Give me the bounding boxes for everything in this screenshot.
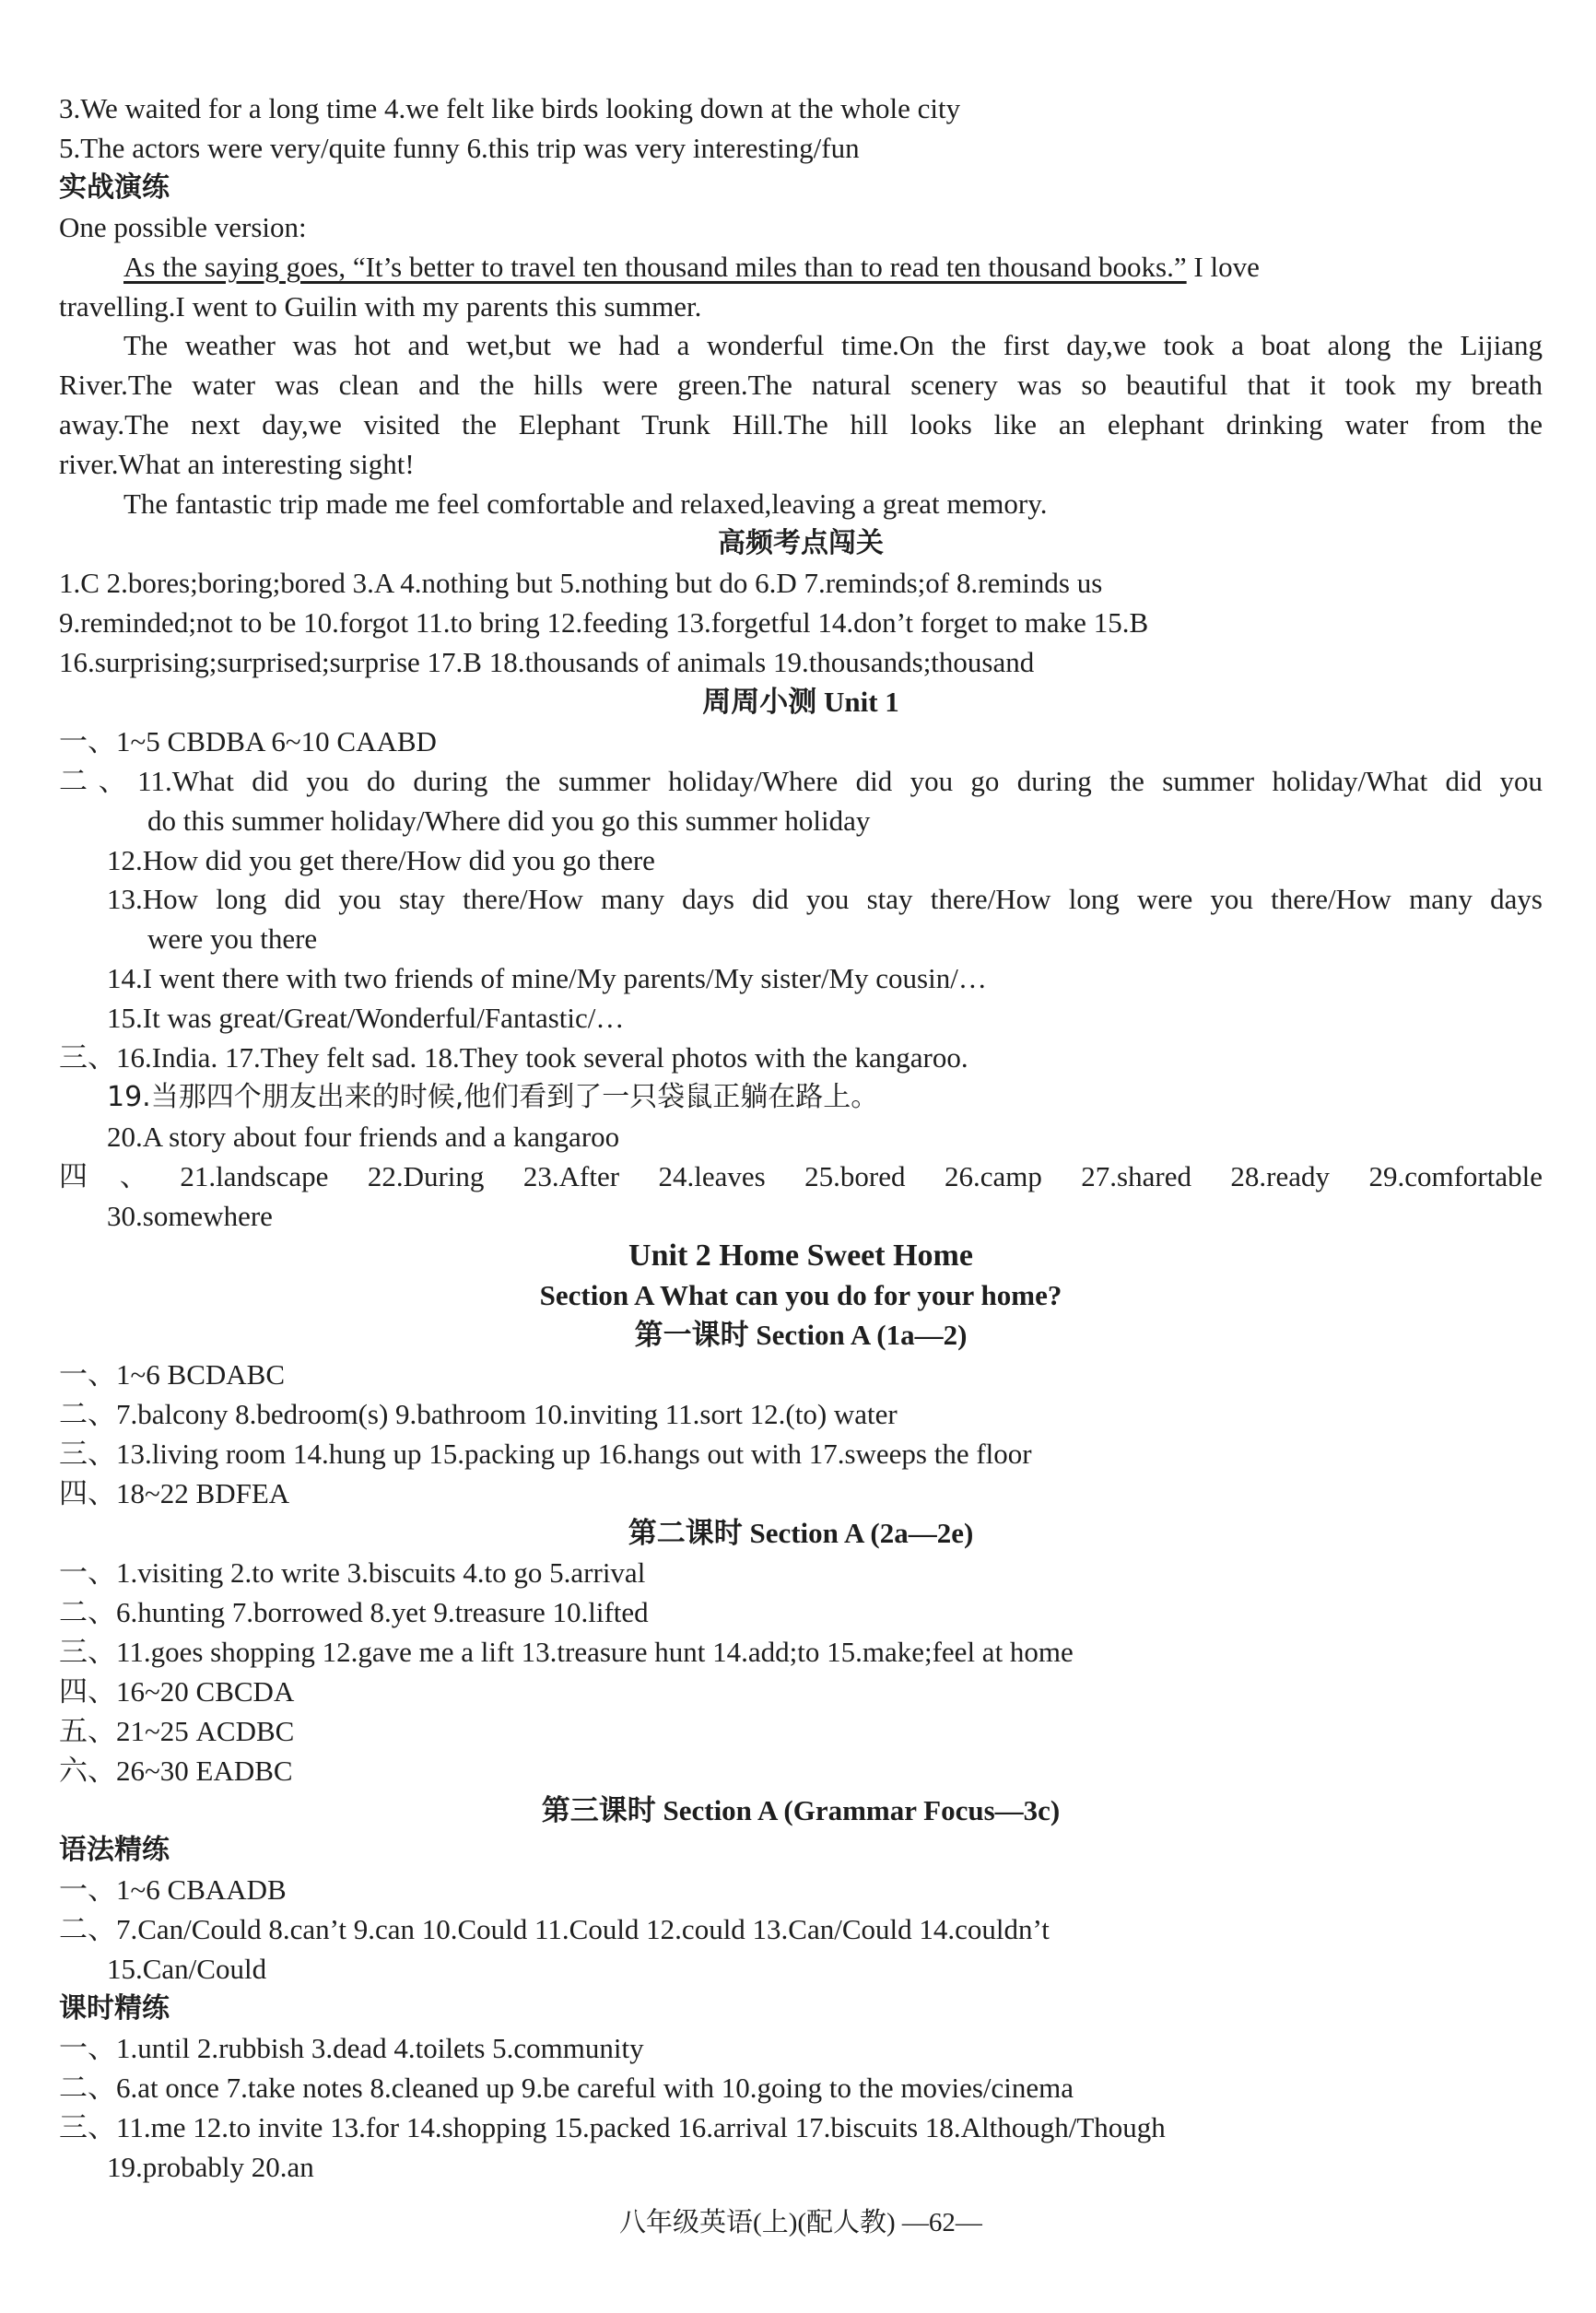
answer-line: 二、11.What did you do during the summer holiday/Where did you go during the summer holiday/What did you [59, 765, 1543, 797]
answer-line: 二、6.at once 7.take notes 8.cleaned up 9.be careful with 10.going to the movies/cinema [59, 2072, 1074, 2104]
essay-line: travelling.I went to Guilin with my parents this summer. [59, 290, 702, 323]
section-heading: 语法精练 [59, 1834, 170, 1866]
answer-line: 四、18~22 BDFEA [59, 1477, 290, 1509]
answer-line: 六、26~30 EADBC [59, 1755, 293, 1787]
essay-intro: One possible version: [59, 211, 307, 243]
answer-line: 13.How long did you stay there/How many days did you stay there/How long were you there/How many days [107, 883, 1543, 915]
section-heading: 实战演练 [59, 171, 170, 204]
essay-line: The fantastic trip made me feel comfortable and relaxed,leaving a great memory. [123, 487, 1048, 520]
answer-line: 二、7.Can/Could 8.can’t 9.can 10.Could 11.Could 12.could 13.Can/Could 14.couldn’t [59, 1913, 1050, 1945]
answer-line: 3.We waited for a long time 4.we felt like birds looking down at the whole city [59, 92, 961, 124]
answer-line: 12.How did you get there/How did you go there [107, 844, 655, 876]
section-heading: 高频考点闯关 [718, 527, 884, 559]
answer-line: 一、1.until 2.rubbish 3.dead 4.toilets 5.community [59, 2032, 644, 2064]
answer-line: 一、1.visiting 2.to write 3.biscuits 4.to go 5.arrival [59, 1556, 646, 1589]
page-footer: 八年级英语(上)(配人教) —62— [619, 2208, 982, 2237]
answer-line: 四、21.landscape 22.During 23.After 24.leaves 25.bored 26.camp 27.shared 28.ready 29.comfortable [59, 1160, 1543, 1192]
answer-line: 1.C 2.bores;boring;bored 3.A 4.nothing but 5.nothing but do 6.D 7.reminds;of 8.reminds us [59, 567, 1103, 599]
answer-line: 一、1~6 BCDABC [59, 1358, 286, 1391]
answer-line: 19.当那四个朋友出来的时候,他们看到了一只袋鼠正躺在路上。 [107, 1081, 879, 1113]
essay-fragment: I love [1186, 251, 1260, 283]
answer-line: 20.A story about four friends and a kangaroo [107, 1121, 620, 1153]
essay-line: River.The water was clean and the hills were green.The natural scenery was so beautiful that it took my breath [59, 369, 1543, 401]
lesson-title: 第一课时 Section A (1a—2) [634, 1319, 968, 1351]
answer-line: 15.It was great/Great/Wonderful/Fantastic/… [107, 1002, 625, 1034]
answer-line: 一、1~5 CBDBA 6~10 CAABD [59, 725, 437, 757]
answer-line: 五、21~25 ACDBC [59, 1715, 295, 1747]
essay-line: The weather was hot and wet,but we had a wonderful time.On the first day,we took a boat along the Lijiang [123, 329, 1543, 361]
answer-line: were you there [147, 922, 318, 955]
underlined-quote: As the saying goes, “It’s better to travel ten thousand miles than to read ten thousand books.” [123, 251, 1187, 283]
answer-line: 30.somewhere [107, 1200, 273, 1232]
section-title: Section A What can you do for your home? [539, 1279, 1062, 1311]
section-heading: 课时精练 [59, 1992, 170, 2025]
answer-line: 三、16.India. 17.They felt sad. 18.They took several photos with the kangaroo. [59, 1041, 968, 1074]
answer-line: 9.reminded;not to be 10.forgot 11.to bring 12.feeding 13.forgetful 14.don’t forget to make 15.B [59, 606, 1149, 639]
answer-line: 一、1~6 CBAADB [59, 1873, 287, 1906]
answer-line: 5.The actors were very/quite funny 6.this trip was very interesting/fun [59, 132, 860, 164]
answer-line: do this summer holiday/Where did you go this summer holiday [147, 804, 871, 837]
answer-line: 二、7.balcony 8.bedroom(s) 9.bathroom 10.inviting 11.sort 12.(to) water [59, 1398, 898, 1430]
answer-line: 三、11.goes shopping 12.gave me a lift 13.treasure hunt 14.add;to 15.make;feel at home [59, 1636, 1074, 1668]
answer-line: 三、13.living room 14.hung up 15.packing up 16.hangs out with 17.sweeps the floor [59, 1438, 1032, 1470]
essay-line: river.What an interesting sight! [59, 448, 415, 480]
answer-line: 二、6.hunting 7.borrowed 8.yet 9.treasure 10.lifted [59, 1596, 649, 1628]
lesson-title: 第二课时 Section A (2a—2e) [628, 1517, 974, 1549]
unit-title: Unit 2 Home Sweet Home [628, 1239, 973, 1273]
section-heading: 周周小测 Unit 1 [702, 686, 899, 718]
answer-line: 15.Can/Could [107, 1953, 267, 1985]
essay-line: away.The next day,we visited the Elephant Trunk Hill.The hill looks like an elephant drinking water from the [59, 408, 1543, 440]
answer-line: 14.I went there with two friends of mine/My parents/My sister/My cousin/… [107, 962, 987, 994]
essay-line [123, 249, 1543, 286]
lesson-title: 第三课时 Section A (Grammar Focus—3c) [541, 1794, 1061, 1826]
answer-line: 16.surprising;surprised;surprise 17.B 18.thousands of animals 19.thousands;thousand [59, 646, 1035, 678]
answer-line: 19.probably 20.an [107, 2151, 314, 2183]
answer-line: 四、16~20 CBCDA [59, 1675, 295, 1708]
answer-line: 三、11.me 12.to invite 13.for 14.shopping 15.packed 16.arrival 17.biscuits 18.Although/Though [59, 2111, 1166, 2143]
